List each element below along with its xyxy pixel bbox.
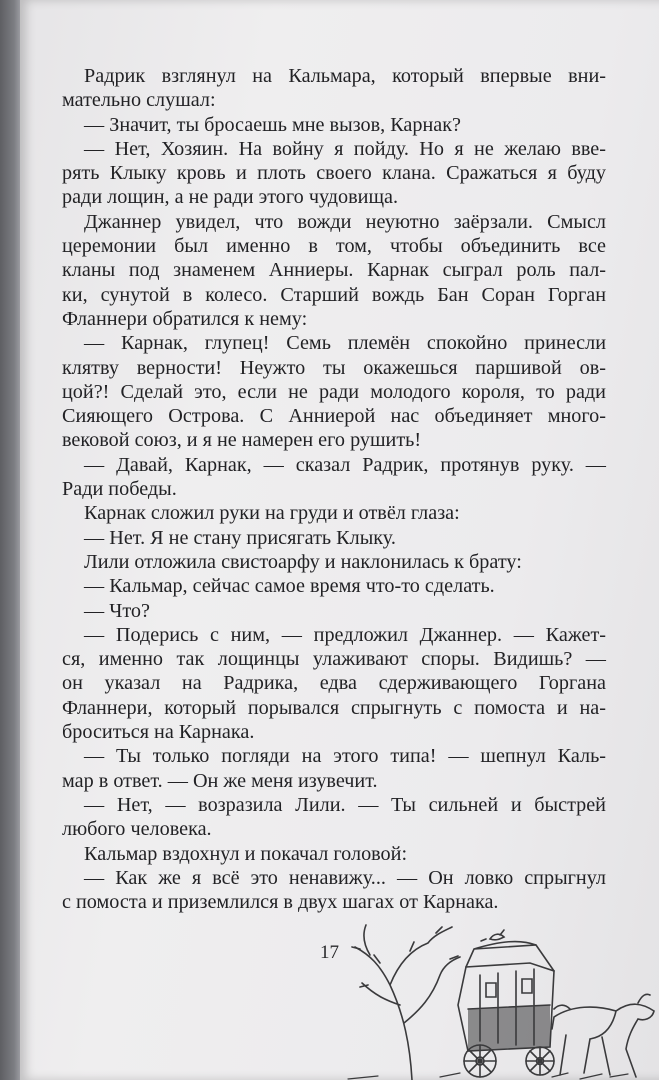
paragraph xyxy=(62,64,606,113)
paragraph xyxy=(62,113,606,137)
wagon-illustration xyxy=(340,905,659,1080)
text-line: — Нет. Я не стану присягать Клыку. xyxy=(84,526,396,549)
paragraph xyxy=(62,550,606,574)
text-line: церемонии был именно в том, чтобы объединить все xyxy=(62,235,606,258)
text-line: — Ты только погляди на этого типа! — шепнул Каль- xyxy=(84,745,606,768)
text-line: цой?! Сделай это, если не ради молодого короля, то ради xyxy=(62,380,606,403)
text-line: вековой союз, и я не намерен его рушить! xyxy=(62,429,422,452)
paragraph xyxy=(62,793,606,842)
text-line: Лили отложила свистоарфу и наклонилась к брату: xyxy=(84,550,522,573)
text-line: броситься на Карнака. xyxy=(62,721,255,744)
text-line: — Что? xyxy=(84,599,150,622)
text-line: ся, именно так лощинцы улаживают споры. Видишь? — xyxy=(62,648,606,671)
paragraph xyxy=(62,599,606,623)
text-line: мательно слушал: xyxy=(62,89,216,112)
text-line: Радрик взглянул на Кальмара, который впервые вни- xyxy=(84,65,606,87)
paragraph xyxy=(62,526,606,550)
text-line: — Нет, Хозяин. На войну я пойду. Но я не желаю вве- xyxy=(84,137,606,160)
paragraph xyxy=(62,501,606,525)
text-line: кланы под знаменем Анниеры. Карнак сыграл роль пал- xyxy=(62,259,606,282)
paragraph xyxy=(62,453,606,502)
paragraph xyxy=(62,574,606,598)
text-line: Фланнери обратился к нему: xyxy=(62,307,308,330)
paragraph xyxy=(62,842,606,866)
text-line: Кальмар вздохнул и покачал головой: xyxy=(84,842,408,865)
text-line: ки, сунутой в колесо. Старший вождь Бан Соран Горган xyxy=(62,283,606,306)
paragraph xyxy=(62,331,606,452)
text-line: ради лощин, а не ради этого чудовища. xyxy=(62,186,399,209)
text-line: — Значит, ты бросаешь мне вызов, Карнак? xyxy=(84,113,462,136)
text-line: Ради победы. xyxy=(62,478,177,501)
page-number: 17 xyxy=(320,942,339,963)
text-line: рять Клыку кровь и плоть своего клана. Сражаться я буду xyxy=(62,162,606,185)
text-line: Фланнери, который порывался спрыгнуть с помоста и на- xyxy=(62,696,606,719)
paragraph xyxy=(62,744,606,793)
paragraph xyxy=(62,210,606,331)
text-line: Карнак сложил руки на груди и отвёл глаза: xyxy=(84,502,460,525)
page-text xyxy=(62,64,606,914)
paragraph xyxy=(62,623,606,744)
text-line: он указал на Радрика, едва сдерживающего Горгана xyxy=(62,672,606,695)
text-line: — Давай, Карнак, — сказал Радрик, протянув руку. — xyxy=(84,453,606,476)
text-line: мар в ответ. — Он же меня изувечит. xyxy=(62,769,378,792)
text-line: Джаннер увидел, что вожди неуютно заёрзали. Смысл xyxy=(84,210,606,233)
text-line: с помоста и приземлился в двух шагах от Карнака. xyxy=(62,891,499,914)
text-line: любого человека. xyxy=(62,818,212,841)
text-line: — Карнак, глупец! Семь племён спокойно принесли xyxy=(84,332,606,355)
text-line: Сияющего Острова. С Анниерой нас объединяет много- xyxy=(62,405,606,428)
text-line: — Нет, — возразила Лили. — Ты сильней и быстрей xyxy=(84,793,606,816)
text-line: — Как же я всё это ненавижу... — Он ловко спрыгнул xyxy=(84,866,606,889)
text-line: клятву верности! Неужто ты окажешься паршивой ов- xyxy=(62,356,606,379)
paragraph xyxy=(62,137,606,210)
text-line: — Кальмар, сейчас самое время что-то сделать. xyxy=(84,575,495,598)
text-line: — Подерись с ним, — предложил Джаннер. — Кажет- xyxy=(84,623,606,646)
